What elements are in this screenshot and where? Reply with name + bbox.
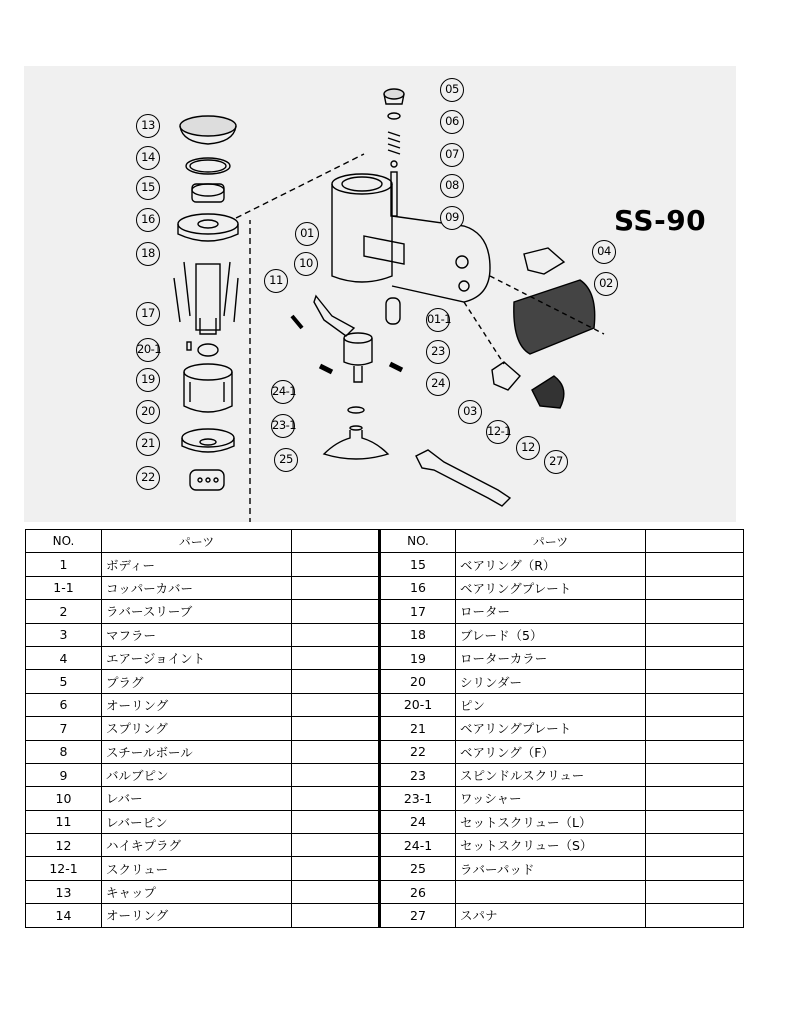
blank-cell: [646, 717, 744, 740]
part-number-cell: 7: [26, 717, 102, 740]
part-number-cell: 6: [26, 693, 102, 716]
blank-cell: [646, 623, 744, 646]
blank-cell: [292, 834, 380, 857]
header-blank: [292, 530, 380, 553]
callout-11: 11: [264, 269, 288, 293]
table-row: [26, 810, 744, 833]
part-number-cell: 10: [26, 787, 102, 810]
callout-22: 22: [136, 466, 160, 490]
part-name-cell: レバー: [102, 787, 292, 810]
callout-21: 21: [136, 432, 160, 456]
blank-cell: [646, 763, 744, 786]
part-number-cell: 23: [380, 763, 456, 786]
blank-cell: [292, 787, 380, 810]
part-number-cell: 19: [380, 646, 456, 669]
part-number-cell: 20: [380, 670, 456, 693]
exploded-parts-diagram: [24, 66, 736, 522]
callout-07: 07: [440, 143, 464, 167]
table-row: [26, 693, 744, 716]
blank-cell: [646, 553, 744, 576]
callout-09: 09: [440, 206, 464, 230]
part-name-cell: バルブピン: [102, 763, 292, 786]
part-number-cell: 1-1: [26, 576, 102, 599]
part-name-cell: レバーピン: [102, 810, 292, 833]
callout-05: 05: [440, 78, 464, 102]
blank-cell: [292, 576, 380, 599]
callout-27: 27: [544, 450, 568, 474]
table-row: [26, 880, 744, 903]
part-name-cell: ハイキプラグ: [102, 834, 292, 857]
blank-cell: [646, 740, 744, 763]
blank-cell: [646, 904, 744, 927]
blank-cell: [292, 810, 380, 833]
part-number-cell: 2: [26, 600, 102, 623]
blank-cell: [646, 880, 744, 903]
part-name-cell: プラグ: [102, 670, 292, 693]
table-row: [26, 763, 744, 786]
table-row: [26, 623, 744, 646]
callout-13: 13: [136, 114, 160, 138]
table-row: [26, 576, 744, 599]
part-number-cell: 15: [380, 553, 456, 576]
blank-cell: [646, 670, 744, 693]
blank-cell: [292, 880, 380, 903]
callout-17: 17: [136, 302, 160, 326]
part-name-cell: スチールボール: [102, 740, 292, 763]
header-parts: パーツ: [102, 530, 292, 553]
table-row: [26, 787, 744, 810]
header-blank: [646, 530, 744, 553]
part-number-cell: 9: [26, 763, 102, 786]
callout-02: 02: [594, 272, 618, 296]
blank-cell: [292, 740, 380, 763]
part-number-cell: 8: [26, 740, 102, 763]
callout-20-1: 20-1: [136, 338, 160, 362]
table-row: [26, 600, 744, 623]
part-number-cell: 21: [380, 717, 456, 740]
callout-19: 19: [136, 368, 160, 392]
part-number-cell: 25: [380, 857, 456, 880]
table-row: [26, 670, 744, 693]
table-row: [26, 834, 744, 857]
callout-15: 15: [136, 176, 160, 200]
blank-cell: [646, 787, 744, 810]
callout-24-1: 24-1: [271, 380, 295, 404]
part-number-cell: 1: [26, 553, 102, 576]
part-name-cell: シリンダー: [456, 670, 646, 693]
blank-cell: [292, 857, 380, 880]
blank-cell: [292, 693, 380, 716]
parts-list-table: [25, 529, 744, 928]
part-name-cell: スプリング: [102, 717, 292, 740]
part-number-cell: 16: [380, 576, 456, 599]
callout-23: 23: [426, 340, 450, 364]
part-name-cell: [456, 880, 646, 903]
part-name-cell: ベアリングプレート: [456, 576, 646, 599]
part-number-cell: 3: [26, 623, 102, 646]
part-name-cell: コッパーカバー: [102, 576, 292, 599]
header-no: NO.: [380, 530, 456, 553]
part-name-cell: ラバーパッド: [456, 857, 646, 880]
table-row: [26, 717, 744, 740]
blank-cell: [646, 693, 744, 716]
part-number-cell: 22: [380, 740, 456, 763]
callout-16: 16: [136, 208, 160, 232]
part-number-cell: 12: [26, 834, 102, 857]
part-name-cell: スクリュー: [102, 857, 292, 880]
part-number-cell: 27: [380, 904, 456, 927]
part-name-cell: エアージョイント: [102, 646, 292, 669]
part-number-cell: 14: [26, 904, 102, 927]
callout-24: 24: [426, 372, 450, 396]
model-label: SS-90: [614, 204, 707, 237]
callout-06: 06: [440, 110, 464, 134]
table-row: [26, 857, 744, 880]
part-number-cell: 17: [380, 600, 456, 623]
callout-03: 03: [458, 400, 482, 424]
part-name-cell: ピン: [456, 693, 646, 716]
part-name-cell: ローターカラー: [456, 646, 646, 669]
callout-20: 20: [136, 400, 160, 424]
part-number-cell: 4: [26, 646, 102, 669]
blank-cell: [292, 623, 380, 646]
callout-14: 14: [136, 146, 160, 170]
blank-cell: [292, 904, 380, 927]
part-name-cell: ボディー: [102, 553, 292, 576]
blank-cell: [646, 810, 744, 833]
table-row: [26, 904, 744, 927]
blank-cell: [292, 670, 380, 693]
blank-cell: [646, 646, 744, 669]
part-name-cell: セットスクリュー（L）: [456, 810, 646, 833]
part-name-cell: マフラー: [102, 623, 292, 646]
part-name-cell: スピンドルスクリュー: [456, 763, 646, 786]
callout-12-1: 12-1: [486, 420, 510, 444]
part-name-cell: ベアリングプレート: [456, 717, 646, 740]
blank-cell: [292, 763, 380, 786]
blank-cell: [646, 834, 744, 857]
part-number-cell: 20-1: [380, 693, 456, 716]
blank-cell: [292, 600, 380, 623]
part-number-cell: 11: [26, 810, 102, 833]
blank-cell: [646, 576, 744, 599]
part-name-cell: ベアリング（F）: [456, 740, 646, 763]
part-number-cell: 5: [26, 670, 102, 693]
part-name-cell: ローター: [456, 600, 646, 623]
part-number-cell: 13: [26, 880, 102, 903]
part-number-cell: 24: [380, 810, 456, 833]
part-name-cell: キャップ: [102, 880, 292, 903]
part-name-cell: セットスクリュー（S）: [456, 834, 646, 857]
part-name-cell: オーリング: [102, 693, 292, 716]
part-name-cell: ワッシャー: [456, 787, 646, 810]
part-name-cell: ベアリング（R）: [456, 553, 646, 576]
callout-08: 08: [440, 174, 464, 198]
callout-10: 10: [294, 252, 318, 276]
header-no: NO.: [26, 530, 102, 553]
part-number-cell: 12-1: [26, 857, 102, 880]
part-number-cell: 26: [380, 880, 456, 903]
blank-cell: [292, 553, 380, 576]
part-name-cell: オーリング: [102, 904, 292, 927]
part-name-cell: ブレード（5）: [456, 623, 646, 646]
parts-drawing: [24, 66, 736, 522]
header-parts: パーツ: [456, 530, 646, 553]
table-row: [26, 646, 744, 669]
part-number-cell: 18: [380, 623, 456, 646]
callout-04: 04: [592, 240, 616, 264]
callout-01-1: 01-1: [426, 308, 450, 332]
blank-cell: [646, 857, 744, 880]
callout-25: 25: [274, 448, 298, 472]
table-header-row: [26, 530, 744, 553]
part-name-cell: スパナ: [456, 904, 646, 927]
part-name-cell: ラバースリーブ: [102, 600, 292, 623]
part-number-cell: 23-1: [380, 787, 456, 810]
callout-01: 01: [295, 222, 319, 246]
blank-cell: [292, 717, 380, 740]
callout-12: 12: [516, 436, 540, 460]
table-row: [26, 740, 744, 763]
blank-cell: [646, 600, 744, 623]
part-number-cell: 24-1: [380, 834, 456, 857]
callout-18: 18: [136, 242, 160, 266]
blank-cell: [292, 646, 380, 669]
callout-23-1: 23-1: [271, 414, 295, 438]
table-row: [26, 553, 744, 576]
